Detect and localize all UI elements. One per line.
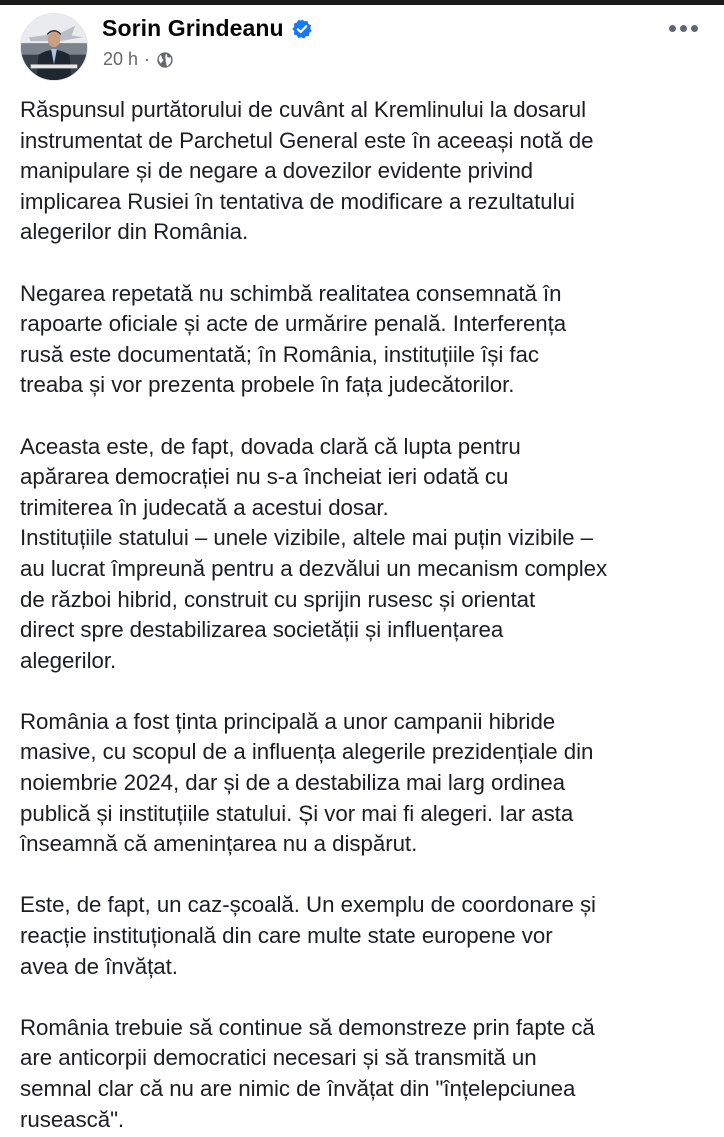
avatar[interactable] (20, 13, 88, 81)
post-paragraph: Răspunsul purtătorului de cuvânt al Kremlinului la dosarul instrumentat de Parchetul General este în aceeași notă de manipulare și de negare a dovezilor evidente privind implicarea Rusiei în tentativa de modificare a rezultatului alegerilor din România. (20, 97, 594, 245)
globe-icon[interactable] (156, 51, 174, 69)
post-paragraph: Negarea repetată nu schimbă realitatea consemnată în rapoarte oficiale și acte de urmărire penală. Interferența rusă este documentată; în România, instituțiile își fac treaba și vor prezenta probele în fața judecătorilor. (20, 280, 567, 398)
author-row (102, 15, 313, 42)
avatar-photo (21, 14, 87, 80)
meta-separator: · (144, 49, 151, 69)
post-paragraph: România a fost ținta principală a unor campanii hibride masive, cu scopul de a influența alegerile prezidențiale din noiembrie 2024, dar și de a destabiliza mai larg ordinea publică și instituțiile statului. Și vor mai fi alegeri. Iar asta înseamnă că amenințarea nu a dispărut. (20, 708, 594, 857)
post-body (20, 95, 720, 1137)
more-options-button[interactable] (665, 21, 702, 36)
more-options-icon-dot (680, 25, 687, 32)
more-options-icon-dot (669, 25, 676, 32)
author-name[interactable]: Sorin Grindeanu (102, 15, 284, 41)
post-paragraph: Este, de fapt, un caz-școală. Un exemplu de coordonare și reacție instituțională din care multe state europene vor avea de învățat. (20, 892, 596, 979)
post-paragraph: Aceasta este, de fapt, dovada clară că lupta pentru apărarea democrației nu s-a încheiat ieri odată cu trimiterea în judecată a acestui dosar. Instituțiile statului – unele vizibile, altele mai puțin vizibile – au lucrat împreună pentru a dezvălui un mecanism complex de război hibrid, construit cu sprijin rusesc și orientat direct spre destabilizarea societății și influențarea alegerilor. (20, 433, 608, 673)
verified-badge-icon (291, 18, 313, 40)
post-paragraph: România trebuie să continue să demonstreze prin fapte că are anticorpii democratici necesari și să transmită un semnal clar că nu are nimic de învățat din "înțelepciunea rusească". (20, 1014, 595, 1132)
more-options-icon-dot (691, 25, 698, 32)
post-timestamp[interactable]: 20 h (103, 49, 139, 69)
post-meta (103, 49, 174, 70)
post-header (0, 5, 724, 90)
